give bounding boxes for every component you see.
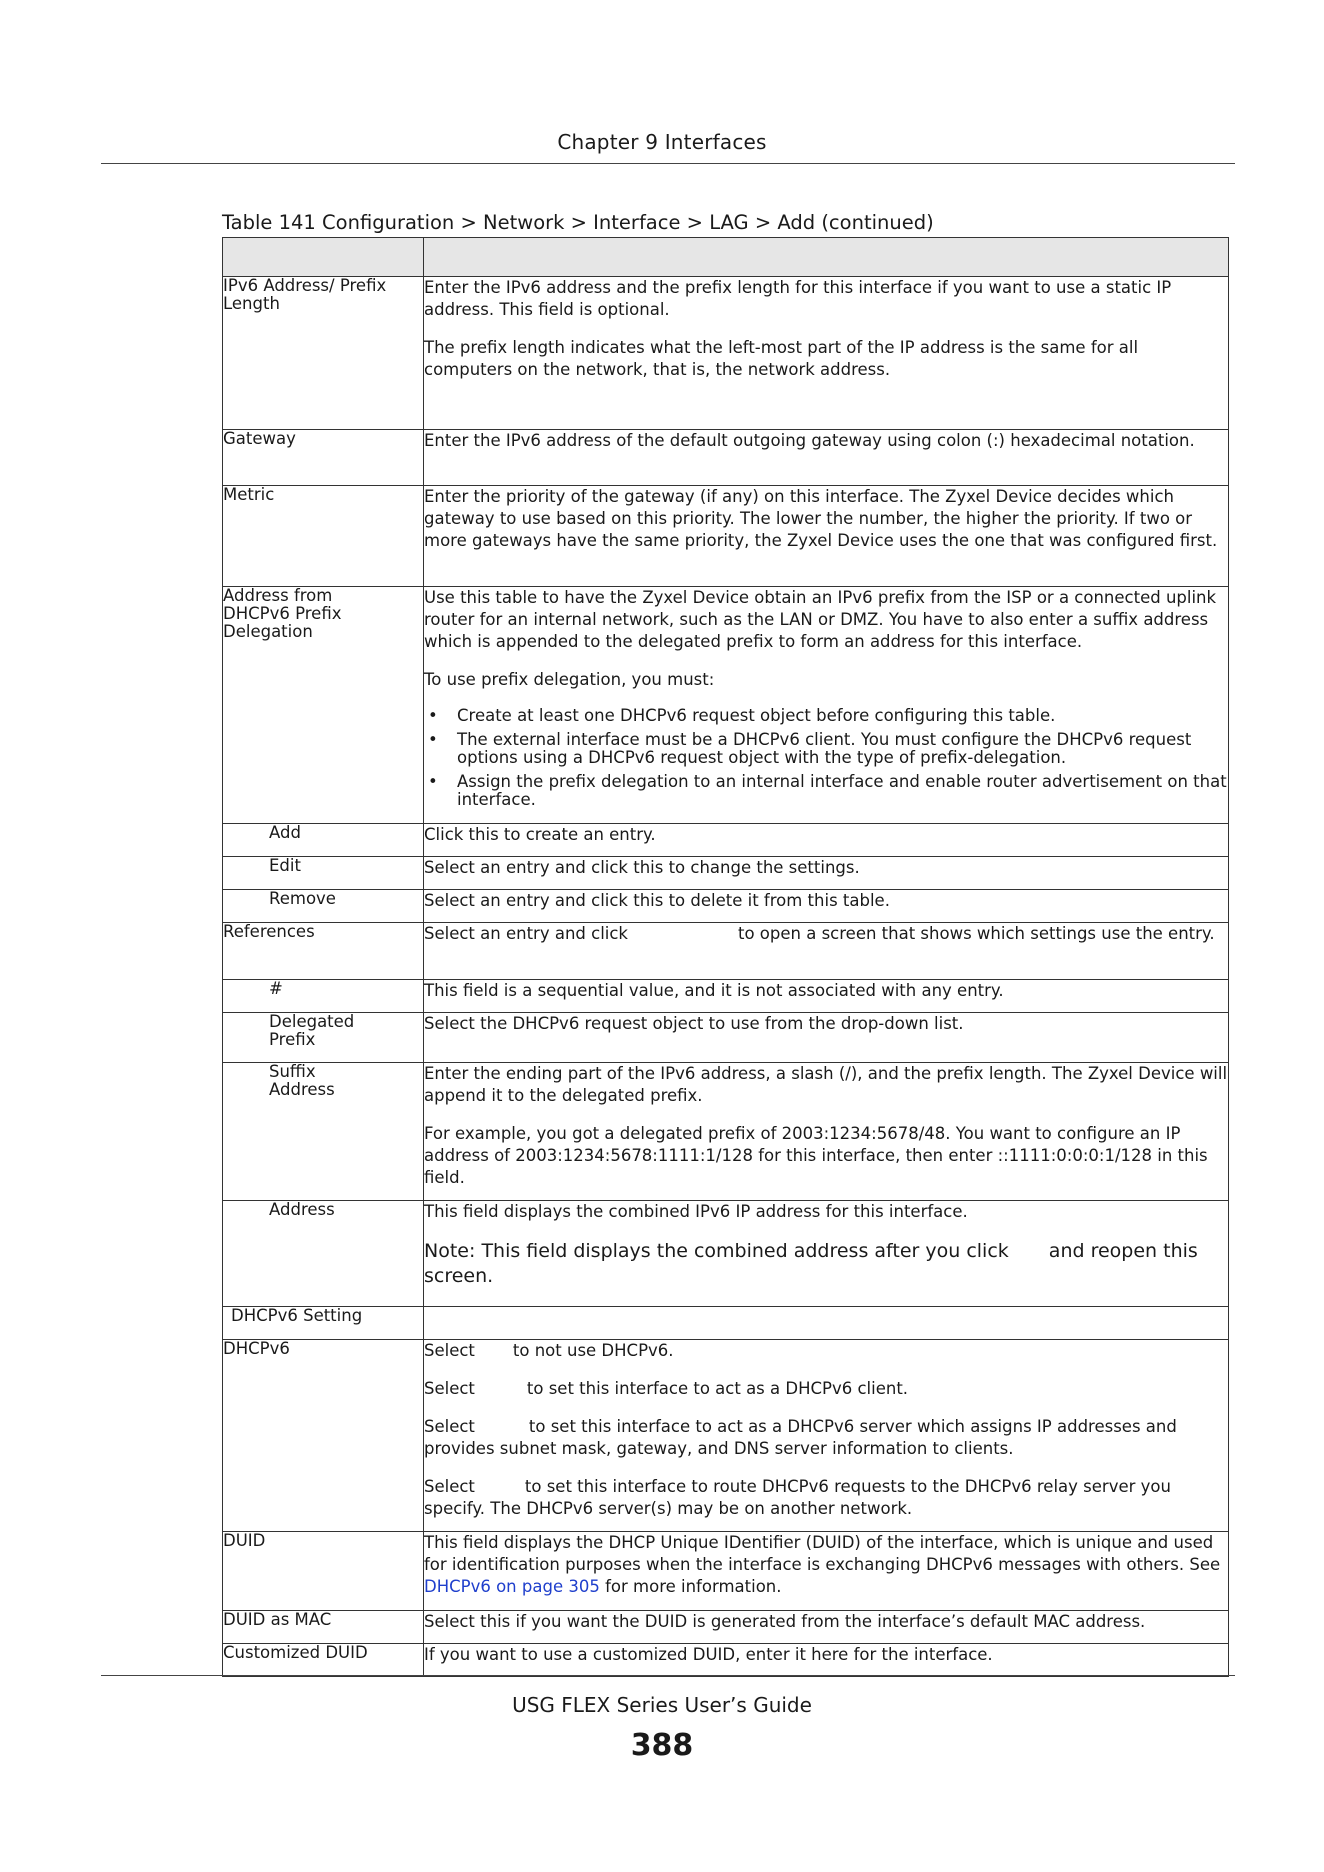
row-label: Delegated Prefix: [223, 1013, 424, 1063]
bullet-item: • Create at least one DHCPv6 request object before configuring this table.: [424, 707, 1228, 725]
bullet-item: • The external interface must be a DHCPv6 client. You must configure the DHCPv6 request options using a DHCPv6 request object with the type of prefix-delegation.: [424, 731, 1228, 767]
table-row: [223, 980, 1229, 1013]
row-description: [424, 857, 1229, 890]
table-row: [223, 1013, 1229, 1063]
row-description: [424, 890, 1229, 923]
table-header-row: [223, 238, 1229, 277]
description-text: to set this interface to act as a DHCPv6 client.: [526, 1379, 909, 1398]
configuration-table: [222, 237, 1229, 1677]
description-paragraph: Enter the priority of the gateway (if any) on this interface. The Zyxel Device decides which gateway to use based on this priority. The lower the number, the higher the priority. If two or more gateways have the same priority, the Zyxel Device uses the one that was configured first.: [424, 487, 1218, 550]
table-row: [223, 890, 1229, 923]
table-row: [223, 857, 1229, 890]
row-description: [424, 277, 1229, 430]
description-paragraph: Enter the IPv6 address and the prefix length for this interface if you want to use a static IP address. This field is optional.: [424, 278, 1172, 319]
description-paragraph: Use this table to have the Zyxel Device obtain an IPv6 prefix from the ISP or a connected uplink router for an internal network, such as the LAN or DMZ. You have to also enter a suffix address which is appended to the delegated prefix to form an address for this interface.: [424, 588, 1217, 651]
header-rule: [101, 163, 1235, 164]
row-label: Address: [223, 1201, 424, 1307]
description-paragraph: Click this to create an entry.: [424, 825, 656, 844]
description-paragraph: Select an entry and click this to change the settings.: [424, 858, 860, 877]
table-row: [223, 1644, 1229, 1677]
table-caption: Table 141 Configuration > Network > Interface > LAG > Add (continued): [222, 211, 934, 234]
cross-reference-link[interactable]: DHCPv6 on page 305: [424, 1577, 600, 1596]
row-description: [424, 1611, 1229, 1644]
footer-title: USG FLEX Series User’s Guide: [512, 1693, 812, 1717]
description-text: Select: [424, 1417, 475, 1436]
row-label: Add: [223, 824, 424, 857]
description-text: to set this interface to route DHCPv6 requests to the DHCPv6 relay server you specify. The DHCPv6 server(s) may be on another network.: [424, 1477, 1171, 1518]
description-paragraph: If you want to use a customized DUID, enter it here for the interface.: [424, 1645, 993, 1664]
description-paragraph: Select an entry and click this to delete it from this table.: [424, 891, 890, 910]
description-paragraph: Select this if you want the DUID is generated from the interface’s default MAC address.: [424, 1612, 1146, 1631]
description-text: to not use DHCPv6.: [512, 1341, 674, 1360]
description-paragraph: Select the DHCPv6 request object to use from the drop-down list.: [424, 1014, 964, 1033]
row-label: IPv6 Address/ Prefix Length: [223, 277, 424, 430]
description-paragraph: Enter the IPv6 address of the default outgoing gateway using colon (:) hexadecimal notation.: [424, 431, 1195, 450]
description-text: Select an entry and click: [424, 924, 628, 943]
table-row: [223, 430, 1229, 486]
row-label: Gateway: [223, 430, 424, 486]
row-label: Customized DUID: [223, 1644, 424, 1677]
note-label: Note:: [424, 1240, 476, 1262]
description-paragraph: For example, you got a delegated prefix of 2003:1234:5678/48. You want to configure an IP address of 2003:1234:5678:1111:1/128 for this interface, then enter ::1111:0:0:0:1/128 in this field.: [424, 1124, 1208, 1187]
description-text: to open a screen that shows which settings use the entry.: [738, 924, 1215, 943]
table-row: [223, 923, 1229, 980]
table-row: [223, 277, 1229, 430]
table-row: [223, 1340, 1229, 1532]
row-description: [424, 824, 1229, 857]
page-number: 388: [630, 1728, 694, 1763]
note: [424, 1239, 1228, 1289]
description-text: Select: [424, 1341, 475, 1360]
row-description: [424, 1340, 1229, 1532]
description-paragraph: The prefix length indicates what the left-most part of the IP address is the same for all computers on the network, that is, the network address.: [424, 338, 1139, 379]
table-row: [223, 1307, 1229, 1340]
row-label: Edit: [223, 857, 424, 890]
row-description: [424, 587, 1229, 824]
row-description: [424, 1013, 1229, 1063]
table-row: [223, 1532, 1229, 1611]
table-row: [223, 824, 1229, 857]
row-label: DHCPv6: [223, 1340, 424, 1532]
table-row: [223, 587, 1229, 824]
table-row: [223, 1201, 1229, 1307]
row-label: DUID: [223, 1532, 424, 1611]
description-text: for more information.: [605, 1577, 782, 1596]
bullet-list: [424, 707, 1228, 809]
description-text: Select: [424, 1379, 475, 1398]
description-paragraph: To use prefix delegation, you must:: [424, 670, 715, 689]
table-row: [223, 1063, 1229, 1201]
row-description: [424, 1201, 1229, 1307]
row-label: DHCPv6 Setting: [223, 1307, 424, 1340]
row-label: References: [223, 923, 424, 980]
table-row: [223, 486, 1229, 587]
description-paragraph: This field is a sequential value, and it is not associated with any entry.: [424, 981, 1004, 1000]
description-text: Select: [424, 1477, 475, 1496]
row-label: Remove: [223, 890, 424, 923]
description-paragraph: Enter the ending part of the IPv6 address, a slash (/), and the prefix length. The Zyxel Device will append it to the delegated prefix.: [424, 1064, 1228, 1105]
row-label: Address from DHCPv6 Prefix Delegation: [223, 587, 424, 824]
row-description: [424, 1644, 1229, 1677]
row-label: #: [223, 980, 424, 1013]
footer-rule: [101, 1675, 1235, 1676]
row-description: [424, 923, 1229, 980]
row-description: [424, 486, 1229, 587]
row-description: [424, 980, 1229, 1013]
row-description: [424, 1063, 1229, 1201]
chapter-header: Chapter 9 Interfaces: [557, 130, 767, 154]
note-text: and reopen this screen.: [424, 1240, 1198, 1287]
bullet-item: • Assign the prefix delegation to an internal interface and enable router advertisement on that interface.: [424, 773, 1228, 809]
row-description: [424, 430, 1229, 486]
note-text: This field displays the combined address after you click: [481, 1240, 1009, 1262]
row-description: [424, 1532, 1229, 1611]
row-label: Suffix Address: [223, 1063, 424, 1201]
description-text: to set this interface to act as a DHCPv6 server which assigns IP addresses and provides subnet mask, gateway, and DNS server information to clients.: [424, 1417, 1177, 1458]
row-label: Metric: [223, 486, 424, 587]
row-description: [424, 1307, 1229, 1340]
table-row: [223, 1611, 1229, 1644]
row-label: DUID as MAC: [223, 1611, 424, 1644]
description-text: This field displays the DHCP Unique IDentifier (DUID) of the interface, which is unique and used for identification purposes when the interface is exchanging DHCPv6 messages with others. See: [424, 1533, 1221, 1574]
description-paragraph: This field displays the combined IPv6 IP address for this interface.: [424, 1202, 968, 1221]
